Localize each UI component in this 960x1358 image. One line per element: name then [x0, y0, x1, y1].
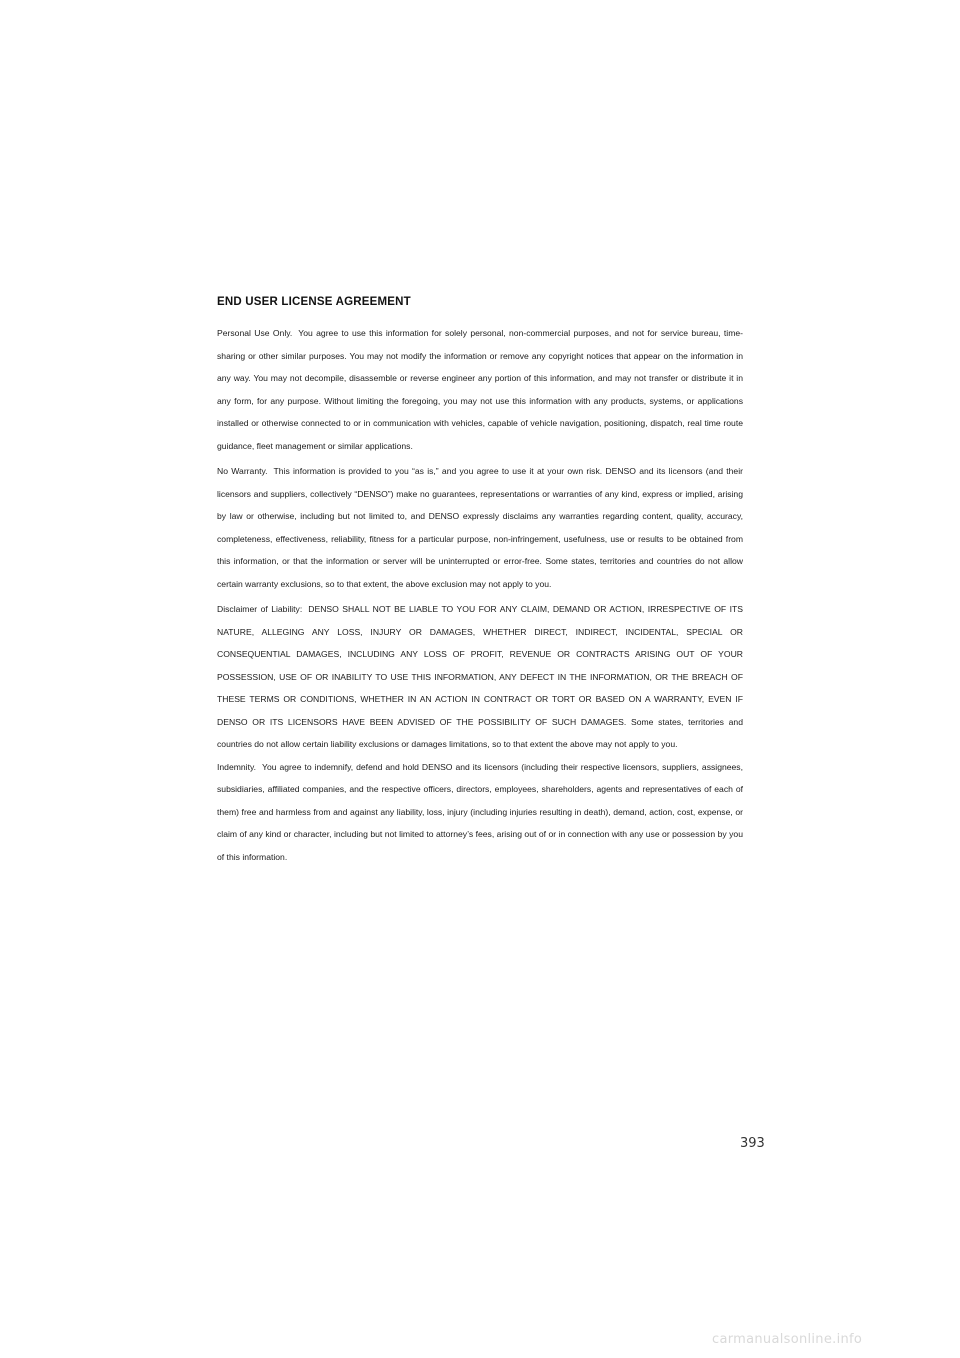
paragraph-no-warranty: [217, 460, 743, 595]
agreement-body: [217, 322, 743, 868]
paragraph-indemnity: [217, 756, 743, 869]
paragraph-heading: Personal Use Only.: [217, 328, 293, 338]
page-number: 393: [740, 1136, 765, 1151]
paragraph-heading: No Warranty.: [217, 466, 268, 476]
paragraph-heading: Indemnity.: [217, 761, 257, 772]
watermark-text: carmanualsonline.info: [712, 1332, 863, 1347]
document-title: END USER LICENSE AGREEMENT: [217, 296, 411, 308]
paragraph-personal-use: [217, 322, 743, 457]
paragraph-text: This information is provided to you “as is,” and you agree to use it at your own risk. DENSO and its licensors (and their licensors and suppliers, collectively “DENSO”) make no guarantees, representations or warranties of any kind, express or implied, arising by law or otherwise, including but not limited to, and DENSO expressly disclaims any warranties regarding content, quality, accuracy, completeness, effectiveness, reliability, fitness for a particular purpose, non-infringement, usefulness, use or results to be obtained from this information, or that the information or server will be uninterrupted or error-free. Some states, territories and countries do not allow certain warranty exclusions, so to that extent, the above exclusion may not apply to you.: [217, 466, 743, 589]
paragraph-text: You agree to indemnify, defend and hold DENSO and its licensors (including their respective licensors, suppliers, assignees, subsidiaries, affiliated companies, and the respective officers, directors, employees, shareholders, agents and representatives of each of them) free and harmless from and against any liability, loss, injury (including injuries resulting in death), demand, action, cost, expense, or claim of any kind or character, including but not limited to attorney’s fees, arising out of or in connection with any use or possession by you of this information.: [217, 761, 743, 862]
paragraph-text: DENSO SHALL NOT BE LIABLE TO YOU FOR ANY CLAIM, DEMAND OR ACTION, IRRESPECTIVE OF ITS NATURE, ALLEGING ANY LOSS, INJURY OR DAMAGES, WHETHER DIRECT, INDIRECT, INCIDENTAL, SPECIAL OR CONSEQUENTIAL DAMAGES, INCLUDING ANY LOSS OF PROFIT, REVENUE OR CONTRACTS ARISING OUT OF YOUR POSSESSION, USE OF OR INABILITY TO USE THIS INFORMATION, ANY DEFECT IN THE INFORMATION, OR THE BREACH OF THESE TERMS OR CONDITIONS, WHETHER IN AN ACTION IN CONTRACT OR TORT OR BASED ON A WARRANTY, EVEN IF DENSO OR ITS LICENSORS HAVE BEEN ADVISED OF THE POSSIBILITY OF SUCH DAMAGES. Some states, territories and countries do not allow certain liability exclusions or damages limitations, so to that extent the above may not apply to you.: [217, 604, 743, 749]
paragraph-disclaimer-of-liability: [217, 598, 743, 756]
paragraph-heading: Disclaimer of Liability:: [217, 604, 303, 614]
paragraph-text: You agree to use this information for solely personal, non-commercial purposes, and not for service bureau, time-sharing or other similar purposes. You may not modify the information or remove any copyright notices that appear on the information in any way. You may not decompile, disassemble or reverse engineer any portion of this information, and may not transfer or distribute it in any form, for any purpose. Without limiting the foregoing, you may not use this information with any products, systems, or applications installed or otherwise connected to or in communication with vehicles, capable of vehicle navigation, positioning, dispatch, real time route guidance, fleet management or similar applications.: [217, 328, 743, 451]
